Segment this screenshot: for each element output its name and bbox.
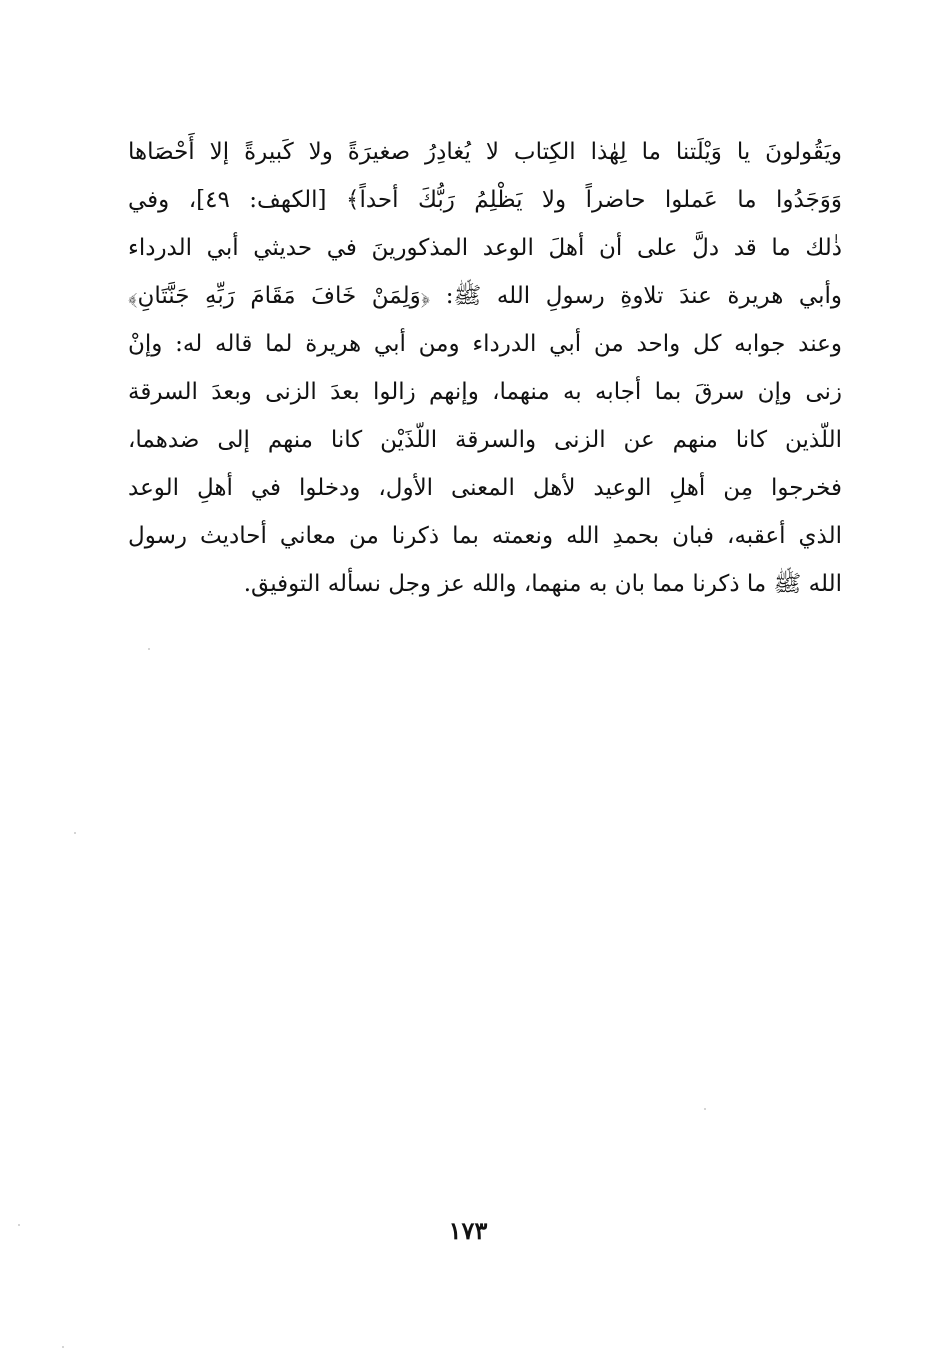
text-line: فخرجوا مِن أهلِ الوعيد لأهل المعنى الأول، ودخلوا في أهلِ الوعد	[128, 475, 842, 501]
text-line: ذٰلك ما قد دلَّ على أن أهلَ الوعد المذكورينَ في حديثي أبي الدرداء	[128, 235, 842, 261]
scan-speck	[148, 648, 150, 650]
scan-speck	[62, 1346, 64, 1348]
scan-speck	[704, 1108, 706, 1110]
text-line: ويَقُولونَ يا وَيْلَتنا ما لِهٰذا الكِتاب لا يُغادِرُ صغيرَةً ولا كَبيرةً إلا أَحْصَاها	[128, 139, 842, 165]
body-paragraph	[128, 128, 842, 608]
page-number: ١٧٣	[448, 1216, 488, 1245]
text-line: وعند جوابه كل واحد من أبي الدرداء ومن أبي هريرة لما قاله له: وإنْ	[128, 331, 842, 357]
scan-speck	[74, 832, 76, 834]
scan-speck	[18, 1224, 20, 1226]
text-line: وَوَجَدُوا ما عَملوا حاضراً ولا يَظْلِمُ رَبُّكَ أحداً﴾ [الكهف: ٤٩]، وفي	[128, 187, 842, 213]
text-line: اللّذين كانا منهم عن الزنى والسرقة اللّذَيْن كانا منهم إلى ضدهما،	[128, 427, 842, 453]
text-line: الله ﷺ ما ذكرنا مما بان به منهما، والله عز وجل نسأله التوفيق.	[243, 571, 842, 597]
text-line: وأبي هريرة عندَ تلاوةِ رسولِ الله ﷺ: ﴿وَلِمَنْ خَافَ مَقَامَ رَبِّهِ جَنَّتَانِ﴾	[128, 283, 842, 309]
text-line: زنى وإن سرقَ بما أجابه به منهما، وإنهم زالوا بعدَ الزنى وبعدَ السرقة	[128, 379, 842, 405]
text-line: الذي أعقبه، فبان بحمدِ الله ونعمته بما ذكرنا من معاني أحاديث رسول	[128, 523, 842, 549]
